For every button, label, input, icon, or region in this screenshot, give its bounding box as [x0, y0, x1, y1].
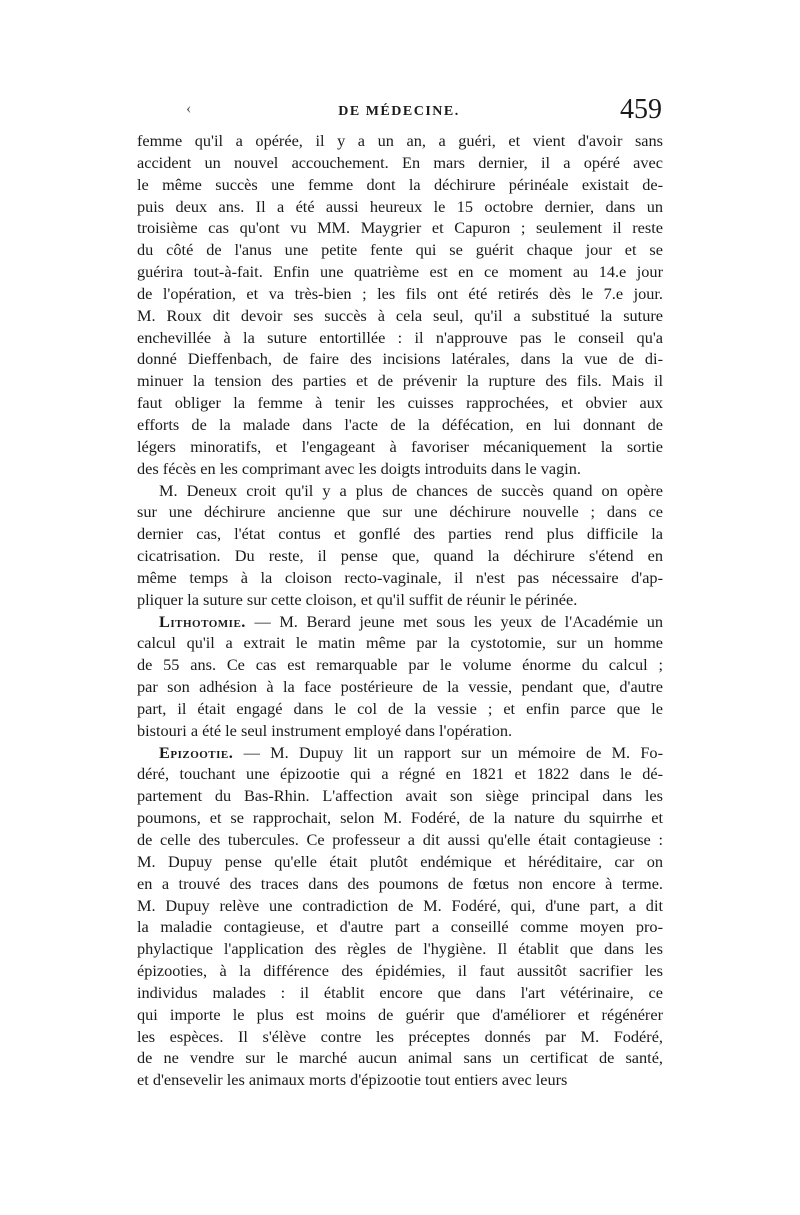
text-line: la maladie contagieuse, et d'autre part a conseillé comme moyen pro- — [137, 917, 663, 937]
text-line: de l'opération, et va très-bien ; les fils ont été retirés dès le 7.e jour. — [137, 283, 663, 303]
text-line: sur une déchirure ancienne que sur une déchirure nouvelle ; dans ce — [137, 502, 663, 522]
margin-mark: ‹ — [186, 100, 192, 117]
text-line: même temps à la cloison recto-vaginale, il n'est pas nécessaire d'ap- — [137, 567, 663, 587]
paragraph — [137, 611, 663, 742]
text-line: de celle des tubercules. Ce professeur a dit aussi qu'elle était contagieuse : — [137, 830, 663, 849]
text-line: du côté de l'anus une petite fente qui se guérit chaque jour et se — [137, 240, 663, 260]
text-line: efforts de la malade dans l'acte de la défécation, en lui donnant de — [137, 414, 663, 434]
text-line: minuer la tension des parties et de prévenir la rupture des fils. Mais il — [137, 371, 663, 391]
paragraph — [137, 742, 663, 1092]
text-line: M. Dupuy relève une contradiction de M. Fodéré, qui, d'une part, a dit — [137, 895, 663, 915]
text-line: partement du Bas-Rhin. L'affection avait son siège principal dans les — [137, 786, 663, 806]
text-line: part, il était engagé dans le col de la vessie ; et enfin parce que le — [137, 698, 663, 718]
text-line: dernier cas, l'état contus et gonflé des parties rend plus difficile la — [137, 524, 663, 544]
text-line: les espèces. Il s'élève contre les préceptes donnés par M. Fodéré, — [137, 1026, 663, 1046]
text-line: épizooties, à la différence des épidémies, il faut aussitôt sacrifier les — [137, 961, 663, 981]
paragraph — [137, 480, 663, 611]
text-line: légers minoratifs, et l'engageant à favoriser mécaniquement la sortie — [137, 436, 663, 456]
text-line: Epizootie. — M. Dupuy lit un rapport sur un mémoire de M. Fo- — [159, 742, 663, 762]
text-line: donné Dieffenbach, de faire des incisions latérales, dans la vue de di- — [137, 349, 663, 369]
text-line: troisième cas qu'ont vu MM. Maygrier et Capuron ; seulement il reste — [137, 218, 663, 238]
text-line: faut obliger la femme à tenir les cuisses rapprochées, et obvier aux — [137, 393, 663, 413]
text-line: individus malades : il établit encore que dans l'art vétérinaire, ce — [137, 982, 663, 1002]
text-line: phylactique l'application des règles de l'hygiène. Il établit que dans les — [137, 939, 663, 959]
text-line: de 55 ans. Ce cas est remarquable par le volume énorme du calcul ; — [137, 655, 663, 675]
running-head: DE MÉDECINE. — [338, 104, 460, 119]
text-line: cicatrisation. Du reste, il pense que, quand la déchirure s'étend en — [137, 546, 663, 566]
text-line: guérira tout-à-fait. Enfin une quatrième est en ce moment au 14.e jour — [137, 262, 663, 282]
text-line: des fécès en les comprimant avec les doigts introduits dans le vagin. — [137, 458, 581, 478]
text-line: M. Dupuy pense qu'elle était plutôt endémique et héréditaire, car on — [137, 851, 663, 871]
text-line: enchevillée à la suture entortillée : il n'approuve pas le conseil qu'a — [137, 327, 663, 347]
text-line: en a trouvé des traces dans des poumons de fœtus non encore à terme. — [137, 873, 663, 893]
section-heading: Lithotomie. — [159, 611, 246, 631]
body-text — [137, 130, 663, 1091]
page-number: 459 — [620, 94, 662, 125]
section-heading: Epizootie. — [159, 742, 234, 762]
text-line: par son adhésion à la face postérieure de la vessie, pendant que, d'autre — [137, 677, 663, 697]
text-line: Lithotomie. — M. Berard jeune met sous les yeux de l'Académie un — [159, 611, 663, 631]
text-line: accident un nouvel accouchement. En mars dernier, il a opéré avec — [137, 152, 663, 172]
text-line: et d'ensevelir les animaux morts d'épizootie tout entiers avec leurs — [137, 1070, 568, 1090]
text-line: calcul qu'il a extrait le matin même par la cystotomie, sur un homme — [137, 633, 663, 653]
text-line: M. Deneux croit qu'il y a plus de chances de succès quand on opère — [159, 480, 663, 500]
text-line: puis deux ans. Il a été aussi heureux le 15 octobre dernier, dans un — [137, 196, 663, 216]
paragraph — [137, 130, 663, 480]
text-line: M. Roux dit devoir ses succès à cela seul, qu'il a substitué la suture — [137, 305, 663, 325]
text-line: poumons, et se rapprochait, selon M. Fodéré, de la nature du squirrhe et — [137, 808, 663, 828]
text-line: le même succès une femme dont la déchirure périnéale existait de- — [137, 174, 663, 194]
page-header — [136, 94, 662, 128]
text-line: déré, touchant une épizootie qui a régné en 1821 et 1822 dans le dé- — [137, 764, 663, 784]
text-line: de ne vendre sur le marché aucun animal sans un certificat de santé, — [137, 1048, 663, 1068]
text-line: pliquer la suture sur cette cloison, et qu'il suffit de réunir le périnée. — [137, 589, 578, 609]
text-line: femme qu'il a opérée, il y a un an, a guéri, et vient d'avoir sans — [137, 131, 663, 150]
text-line: qui importe le plus est moins de guérir que d'améliorer et régénérer — [137, 1004, 663, 1024]
text-line: bistouri a été le seul instrument employé dans l'opération. — [137, 720, 513, 740]
